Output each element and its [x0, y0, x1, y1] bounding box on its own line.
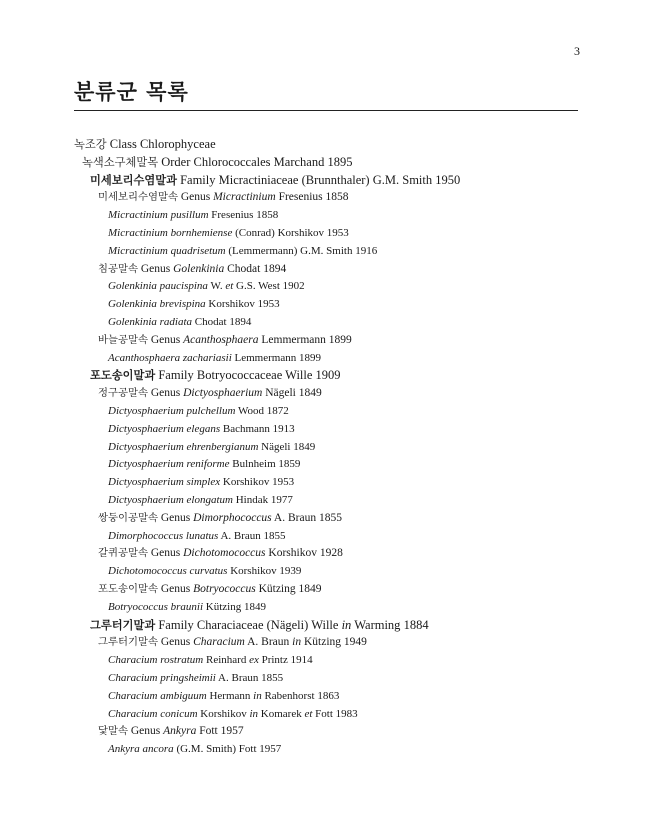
authority: W. et G.S. West 1902: [210, 280, 305, 293]
scientific-name: Ankyra: [163, 725, 197, 738]
taxon-row: [74, 172, 594, 190]
rank-label: Genus: [150, 333, 181, 346]
authority: Fresenius 1858: [278, 191, 349, 204]
rank-label: Genus: [140, 262, 171, 275]
authority: (Lemmermann) G.M. Smith 1916: [228, 244, 378, 257]
scientific-name: Micractinium: [213, 191, 276, 204]
taxon-row: [74, 581, 594, 599]
authority: Korshikov 1939: [230, 565, 302, 578]
scientific-name: Micractinium bornhemiense: [108, 226, 233, 239]
authority: Lemmermann 1899: [261, 333, 352, 346]
authority: Nägeli 1849: [265, 387, 322, 400]
korean-name: 바늘공말속: [98, 333, 148, 346]
authority: Wood 1872: [237, 404, 289, 417]
authority: Korshikov 1953: [222, 476, 295, 489]
korean-name: 정구공말속: [98, 387, 148, 400]
authority: (Conrad) Korshikov 1953: [235, 226, 349, 239]
taxon-row: [74, 225, 594, 243]
taxon-row: [74, 741, 594, 759]
taxon-row: [74, 261, 594, 279]
authority: A. Braun 1855: [273, 511, 342, 524]
rank-label: Family: [158, 617, 194, 632]
scientific-name: Acanthosphaera zachariasii: [108, 351, 232, 364]
authority: Reinhard ex Printz 1914: [206, 654, 313, 667]
scientific-name: Dichotomococcus curvatus: [108, 565, 228, 578]
authority: A. Braun 1855: [218, 671, 284, 684]
korean-name: 그루터기말과: [90, 618, 156, 632]
authority: Bachmann 1913: [222, 422, 295, 435]
taxon-row: [74, 385, 594, 403]
taxon-row: [74, 350, 594, 368]
rank-label: Genus: [160, 636, 191, 649]
rank-label: Genus: [150, 547, 181, 560]
authority: (Brunnthaler) G.M. Smith 1950: [301, 172, 461, 187]
taxon-list: [74, 136, 594, 759]
scientific-name: Characium pringsheimii: [108, 671, 216, 684]
authority: Korshikov 1928: [268, 547, 343, 560]
taxon-row: [74, 599, 594, 617]
authority: (Nägeli) Wille in Warming 1884: [266, 617, 429, 632]
authority: Nägeli 1849: [261, 440, 316, 453]
authority: Bulnheim 1859: [232, 458, 301, 471]
taxon-row: [74, 706, 594, 724]
scientific-name: Botryococcaceae: [196, 368, 283, 383]
scientific-name: Dictyosphaerium elegans: [108, 422, 221, 435]
rank-label: Genus: [130, 725, 161, 738]
page-number: 3: [574, 44, 580, 58]
authority: Chodat 1894: [194, 315, 252, 328]
scientific-name: Golenkinia: [173, 262, 225, 275]
scientific-name: Dictyosphaerium: [183, 387, 263, 400]
authority: Kützing 1849: [258, 582, 322, 595]
authority: Korshikov 1953: [208, 298, 280, 311]
taxon-row: [74, 563, 594, 581]
korean-name: 포도송이말속: [98, 582, 158, 595]
korean-name: 그루터기말속: [98, 636, 158, 649]
rank-label: Family: [158, 368, 194, 383]
korean-name: 미세보리수염말과: [90, 173, 177, 187]
taxon-row: [74, 296, 594, 314]
scientific-name: Acanthosphaera: [183, 333, 259, 346]
taxon-row: [74, 456, 594, 474]
scientific-name: Botryococcus: [193, 582, 256, 595]
rank-label: Genus: [160, 582, 191, 595]
authority: Marchand 1895: [273, 154, 353, 169]
scientific-name: Micractiniaceae: [218, 172, 299, 187]
taxon-row: [74, 278, 594, 296]
scientific-name: Micractinium pusillum: [108, 209, 209, 222]
rank-label: Family: [180, 172, 216, 187]
authority: Hermann in Rabenhorst 1863: [209, 689, 340, 702]
taxon-row: [74, 207, 594, 225]
authority: Korshikov in Komarek et Fott 1983: [200, 707, 358, 720]
scientific-name: Characium conicum: [108, 707, 198, 720]
scientific-name: Ankyra ancora: [108, 743, 174, 756]
authority: Fott 1957: [199, 725, 244, 738]
scientific-name: Dictyosphaerium pulchellum: [108, 404, 236, 417]
korean-name: 쌍둥이공말속: [98, 511, 158, 524]
scientific-name: Dictyosphaerium elongatum: [108, 493, 233, 506]
taxon-row: [74, 314, 594, 332]
scientific-name: Chlorophyceae: [139, 137, 216, 151]
scientific-name: Botryococcus braunii: [108, 600, 204, 613]
rank-label: Genus: [160, 511, 191, 524]
scientific-name: Dictyosphaerium reniforme: [108, 458, 230, 471]
korean-name: 녹조강: [74, 138, 107, 151]
taxon-row: [74, 545, 594, 563]
scientific-name: Characium: [193, 636, 245, 649]
taxon-row: [74, 510, 594, 528]
taxon-row: [74, 136, 594, 154]
taxon-row: [74, 688, 594, 706]
scientific-name: Dictyosphaerium ehrenbergianum: [108, 440, 259, 453]
korean-name: 침공말속: [98, 262, 138, 275]
scientific-name: Golenkinia brevispina: [108, 298, 206, 311]
authority: Fresenius 1858: [211, 209, 279, 222]
authority: Lemmermann 1899: [234, 351, 321, 364]
taxon-row: [74, 403, 594, 421]
scientific-name: Dimorphococcus: [193, 511, 272, 524]
scientific-name: Dictyosphaerium simplex: [108, 476, 221, 489]
rank-label: Genus: [180, 191, 211, 204]
page-title: 분류군 목록: [74, 76, 578, 111]
scientific-name: Micractinium quadrisetum: [108, 244, 226, 257]
scientific-name: Characium ambiguum: [108, 689, 207, 702]
taxon-row: [74, 474, 594, 492]
authority: Wille 1909: [285, 368, 341, 383]
taxon-row: [74, 617, 594, 635]
scientific-name: Golenkinia paucispina: [108, 280, 208, 293]
authority: (G.M. Smith) Fott 1957: [176, 743, 282, 756]
authority: A. Braun in Kützing 1949: [247, 636, 367, 649]
taxon-row: [74, 723, 594, 741]
taxon-row: [74, 243, 594, 261]
taxon-row: [74, 189, 594, 207]
rank-label: Class: [109, 137, 137, 151]
korean-name: 닻말속: [98, 725, 128, 738]
authority: Kützing 1849: [205, 600, 266, 613]
korean-name: 갈퀴공말속: [98, 547, 148, 560]
authority: A. Braun 1855: [220, 529, 286, 542]
korean-name: 포도송이말과: [90, 369, 156, 383]
taxon-row: [74, 439, 594, 457]
taxon-row: [74, 670, 594, 688]
taxon-row: [74, 652, 594, 670]
scientific-name: Characiaceae: [196, 617, 264, 632]
rank-label: Genus: [150, 387, 181, 400]
scientific-name: Dimorphococcus lunatus: [108, 529, 219, 542]
taxon-row: [74, 528, 594, 546]
korean-name: 미세보리수염말속: [98, 191, 178, 204]
scientific-name: Golenkinia radiata: [108, 315, 193, 328]
authority: Chodat 1894: [227, 262, 287, 275]
korean-name: 녹색소구체말목: [82, 155, 159, 169]
taxon-row: [74, 492, 594, 510]
scientific-name: Dichotomococcus: [183, 547, 266, 560]
scientific-name: Characium rostratum: [108, 654, 204, 667]
authority: Hindak 1977: [235, 493, 293, 506]
taxon-row: [74, 634, 594, 652]
rank-label: Order: [161, 154, 191, 169]
taxon-row: [74, 367, 594, 385]
taxon-row: [74, 421, 594, 439]
taxon-row: [74, 332, 594, 350]
taxon-row: [74, 154, 594, 172]
scientific-name: Chlorococcales: [193, 154, 271, 169]
